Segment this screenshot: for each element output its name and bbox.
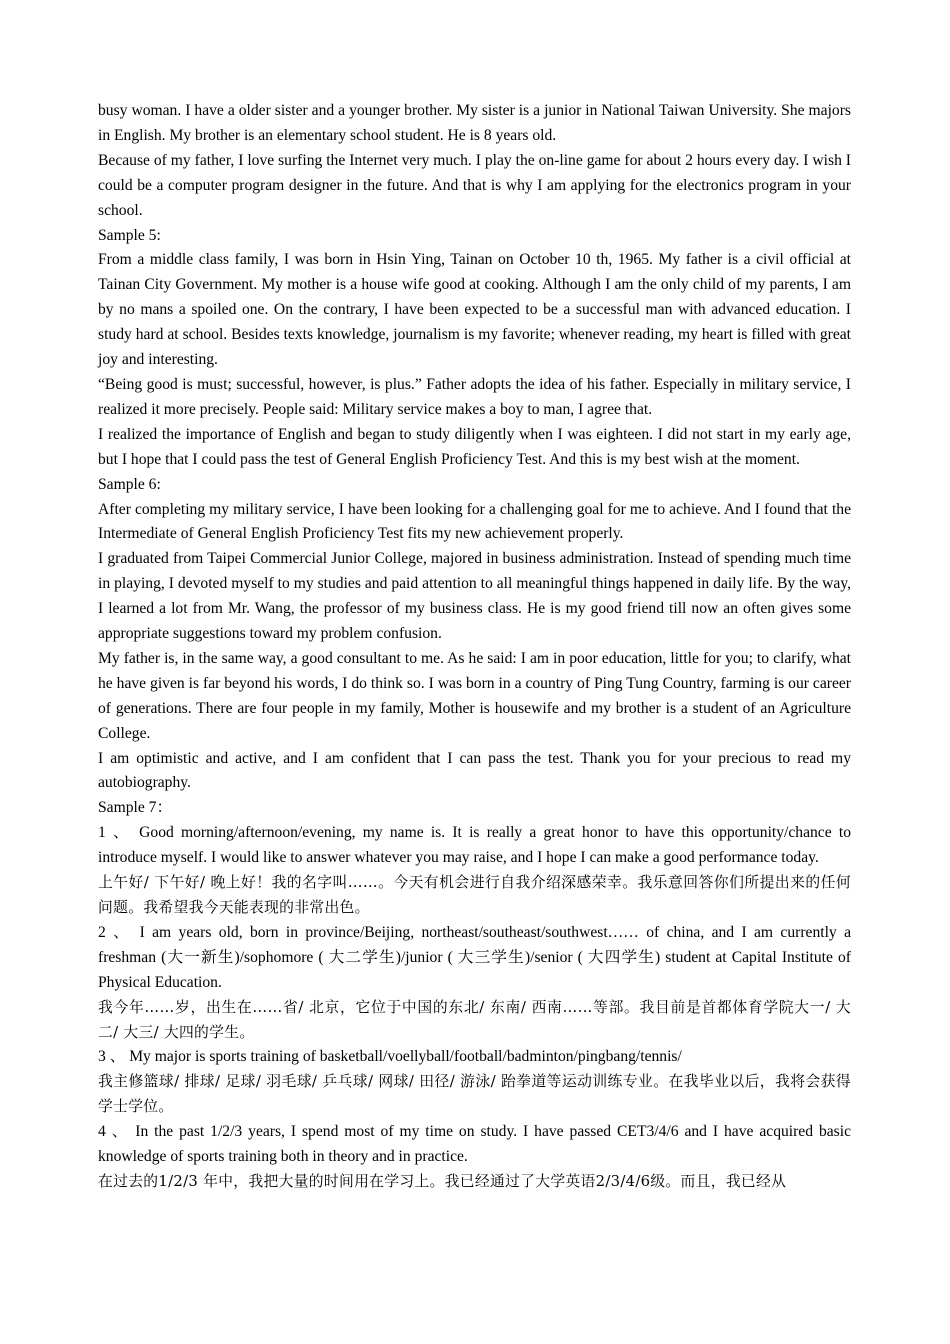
paragraph-sample7-point4-cn: 在过去的1/2/3 年中，我把大量的时间用在学习上。我已经通过了大学英语2/3/4/6级。而且，我已经从	[98, 1172, 787, 1190]
paragraph-sample5-english: I realized the importance of English and began to study diligently when I was eighteen. I did not start in my early age, but I hope that I could pass the test of General English Proficiency Test. And this is my best wish at the moment.	[98, 425, 851, 468]
paragraph-sample7-point2-cn: 我今年……岁，出生在……省/ 北京，它位于中国的东北/ 东南/ 西南……等部。我目前是首都体育学院大一/ 大二/ 大三/ 大四的学生。	[98, 998, 851, 1041]
paragraph-family-intro: busy woman. I have a older sister and a younger brother. My sister is a junior in National Taiwan University. She majors in English. My brother is an elementary school student. He is 8 years old.	[98, 102, 851, 144]
paragraph-sample7-point1-en: 1 、 Good morning/afternoon/evening, my name is. It is really a great honor to have this opportunity/chance to introduce myself. I would like to answer whatever you may raise, and I hope I can make a good performance today.	[98, 824, 851, 867]
paragraph-sample5-family: From a middle class family, I was born in Hsin Ying, Tainan on October 10 th, 1965. My father is a civil official at Tainan City Government. My mother is a house wife good at cooking. Although I am the only child of my parents, I am by no mans a spoiled one. On the contrary, I have been expected to be a successful man with advanced education. I study hard at school. Besides texts knowledge, journalism is my favorite; whenever reading, my heart is filled with great joy and interesting.	[98, 251, 851, 369]
document-page	[98, 99, 851, 1195]
paragraph-sample7-point1-cn: 上午好/ 下午好/ 晚上好！我的名字叫……。今天有机会进行自我介绍深感荣幸。我乐意回答你们所提出来的任何问题。我希望我今天能表现的非常出色。	[98, 874, 851, 916]
paragraph-internet-hobby: Because of my father, I love surfing the Internet very much. I play the on-line game for about 2 hours every day. I wish I could be a computer program designer in the future. And that is why I am applying for the electronics program in your school.	[98, 151, 851, 219]
paragraph-sample7-point3-en: 3 、 My major is sports training of basketball/voellyball/football/badminton/pingbang/tennis/	[98, 1048, 682, 1066]
paragraph-sample7-point4-en: 4 、 In the past 1/2/3 years, I spend most of my time on study. I have passed CET3/4/6 and I have acquired basic knowledge of sports training both in theory and in practice.	[98, 1123, 851, 1166]
paragraph-sample6-education: I graduated from Taipei Commercial Junior College, majored in business administration. Instead of spending much time in playing, I devoted myself to my studies and paid attention to all meaningful things happened in daily life. By the way, I learned a lot from Mr. Wang, the professor of my business class. He is my good friend till now an often gives some appropriate suggestions toward my problem confusion.	[98, 550, 851, 643]
paragraph-sample6-closing: I am optimistic and active, and I am confident that I can pass the test. Thank you for your precious to read my autobiography.	[98, 749, 851, 792]
paragraph-sample7-point3-cn: 我主修篮球/ 排球/ 足球/ 羽毛球/ 乒乓球/ 网球/ 田径/ 游泳/ 跆拳道等运动训练专业。在我毕业以后，我将会获得学士学位。	[98, 1073, 851, 1116]
heading-sample-7: Sample 7：	[98, 799, 173, 817]
heading-sample-6: Sample 6:	[98, 475, 161, 493]
heading-sample-5: Sample 5:	[98, 226, 161, 244]
paragraph-sample6-goal: After completing my military service, I have been looking for a challenging goal for me to achieve. And I found that the Intermediate of General English Proficiency Test fits my new achievement properly.	[98, 500, 851, 543]
paragraph-sample5-quote: “Being good is must; successful, however, is plus.” Father adopts the idea of his father. Especially in military service, I realized it more precisely. People said: Military service makes a boy to man, I agree that.	[98, 375, 851, 418]
paragraph-sample7-point2-en: 2 、 I am years old, born in province/Beijing, northeast/southeast/southwest…… of china, and I am currently a freshman (大一新生)/sophomore ( 大二学生)/junior ( 大三学生)/senior ( 大四学生) student at Capital Institute of Physical Education.	[98, 923, 851, 991]
paragraph-sample6-father: My father is, in the same way, a good consultant to me. As he said: I am in poor education, little for you; to clarify, what he have given is far beyond his words, I do think so. I was born in a country of Ping Tung Country, farming is our career of generations. There are four people in my family, Mother is housewife and my brother is a student of an Agriculture College.	[98, 649, 851, 742]
